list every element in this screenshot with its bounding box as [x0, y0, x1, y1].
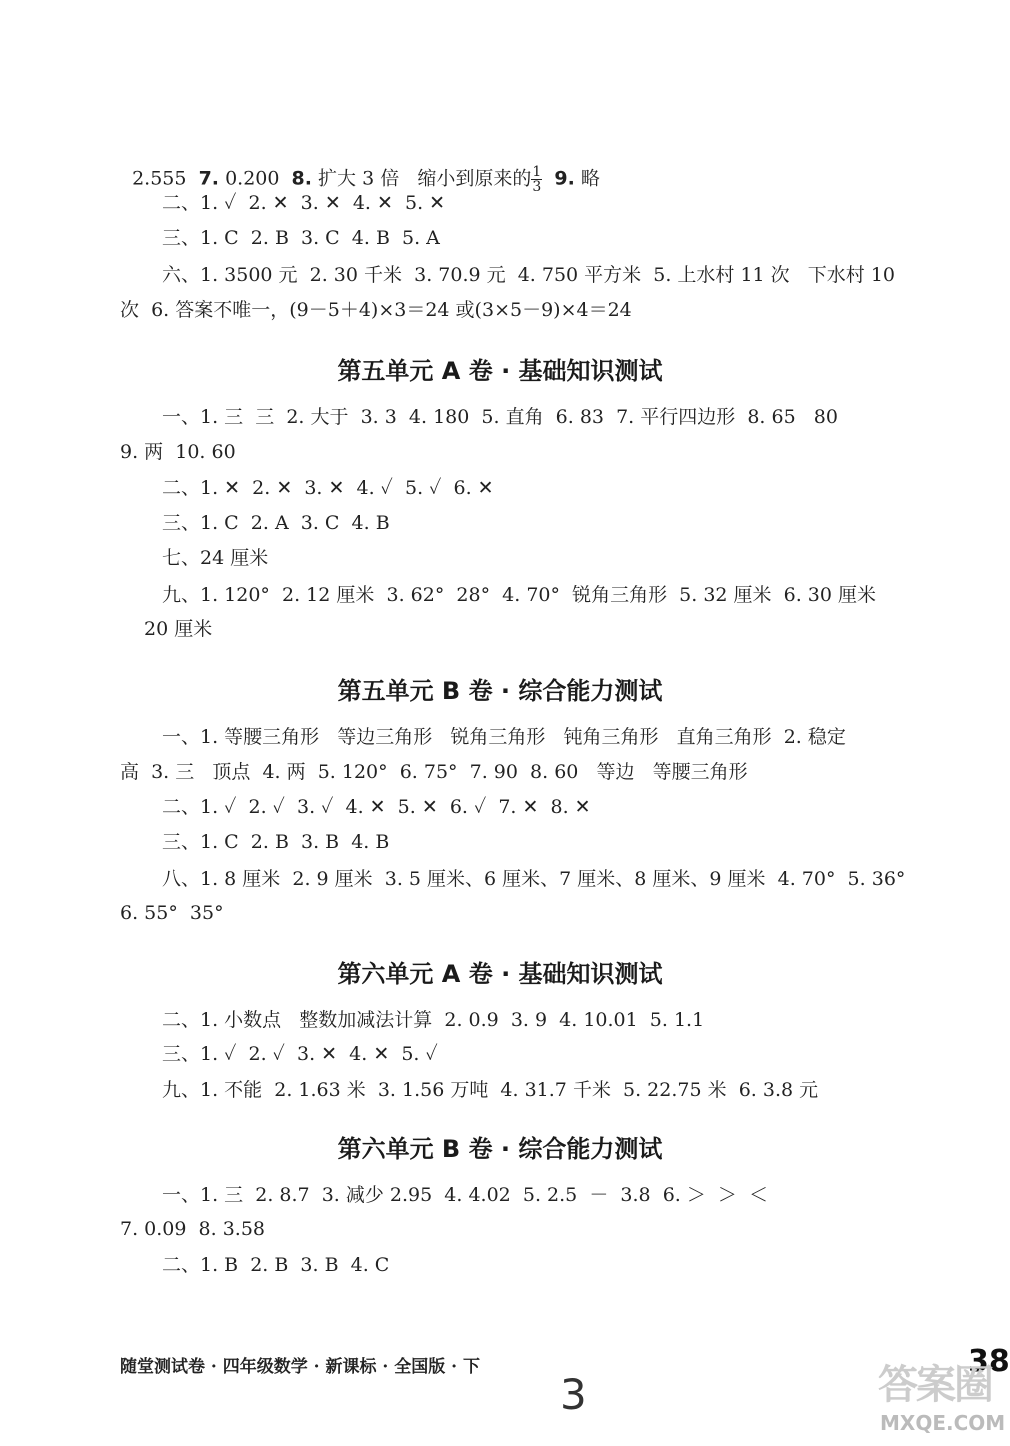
watermark-url: MXQE.COM [880, 1411, 1006, 1435]
answer-text: 2.555 [132, 167, 199, 190]
answer-line: 九、1. 不能 2. 1.63 米 3. 1.56 万吨 4. 31.7 千米 5. 22.75 米 6. 3.8 元 [162, 1079, 819, 1101]
watermark-logo [874, 1345, 1006, 1441]
answer-line [120, 146, 600, 194]
answer-line: 次 6. 答案不唯一，(9－5＋4)×3＝24 或(3×5－9)×4＝24 [120, 299, 632, 321]
handwritten-page-number: 3 [560, 1370, 587, 1419]
answer-line: 六、1. 3500 元 2. 30 千米 3. 70.9 元 4. 750 平方米 5. 上水村 11 次 下水村 10 [162, 264, 896, 286]
section-title: 第五单元 A 卷 · 基础知识测试 [337, 357, 663, 385]
item-number: 8. [291, 167, 312, 190]
fraction-denominator: 3 [532, 179, 542, 195]
fraction-numerator: 1 [532, 164, 542, 180]
answer-line: 二、1. ✕ 2. ✕ 3. ✕ 4. ✓ 5. ✓ 6. ✕ [162, 477, 494, 499]
answer-line: 三、1. C 2. A 3. C 4. B [162, 512, 390, 534]
answer-line: 九、1. 120° 2. 12 厘米 3. 62° 28° 4. 70° 锐角三角形 5. 32 厘米 6. 30 厘米 [162, 584, 877, 606]
answer-line: 9. 两 10. 60 [120, 441, 236, 463]
answer-text: 0.200 [219, 167, 292, 190]
answer-text: 略 [574, 167, 600, 190]
answer-line: 6. 55° 35° [120, 902, 224, 924]
answer-line: 三、1. C 2. B 3. B 4. B [162, 831, 390, 853]
answer-line: 二、1. ✓ 2. ✓ 3. ✓ 4. ✕ 5. ✕ 6. ✓ 7. ✕ 8. ✕ [162, 796, 591, 818]
answer-line: 20 厘米 [144, 618, 213, 640]
answer-line: 一、1. 等腰三角形 等边三角形 锐角三角形 钝角三角形 直角三角形 2. 稳定 [162, 726, 846, 748]
section-title: 第六单元 B 卷 · 综合能力测试 [337, 1135, 663, 1163]
item-number: 7. [198, 167, 220, 190]
answer-line: 二、1. ✓ 2. ✕ 3. ✕ 4. ✕ 5. ✕ [162, 192, 446, 214]
section-title: 第五单元 B 卷 · 综合能力测试 [337, 677, 663, 705]
answer-line: 7. 0.09 8. 3.58 [120, 1218, 266, 1240]
answer-line: 二、1. B 2. B 3. B 4. C [162, 1254, 390, 1276]
answer-line: 一、1. 三 2. 8.7 3. 减少 2.95 4. 4.02 5. 2.5 － 3.8 6. ＞ ＞ ＜ [162, 1184, 769, 1206]
answer-text: 扩大 3 倍 缩小到原来的 [312, 167, 532, 190]
answer-line: 八、1. 8 厘米 2. 9 厘米 3. 5 厘米、6 厘米、7 厘米、8 厘米、9 厘米 4. 70° 5. 36° [162, 868, 906, 890]
answer-line: 二、1. 小数点 整数加减法计算 2. 0.9 3. 9 4. 10.01 5. 1.1 [162, 1009, 705, 1031]
answer-line: 三、1. C 2. B 3. C 4. B 5. A [162, 227, 440, 249]
page-edge-number: 38 [968, 1344, 1010, 1379]
item-number: 9. [554, 167, 575, 190]
fraction [531, 165, 542, 194]
answer-line: 三、1. ✓ 2. ✓ 3. ✕ 4. ✕ 5. ✓ [162, 1043, 438, 1065]
answer-line: 高 3. 三 顶点 4. 两 5. 120° 6. 75° 7. 90 8. 60 等边 等腰三角形 [120, 761, 748, 783]
watermark-text: 答案圈 [878, 1362, 992, 1408]
book-title-footer: 随堂测试卷 · 四年级数学 · 新课标 · 全国版 · 下 [120, 1357, 481, 1377]
section-title: 第六单元 A 卷 · 基础知识测试 [337, 960, 663, 988]
answer-text [542, 168, 554, 190]
answer-line: 七、24 厘米 [162, 547, 269, 569]
answer-line: 一、1. 三 三 2. 大于 3. 3 4. 180 5. 直角 6. 83 7. 平行四边形 8. 65 80 [162, 406, 838, 428]
